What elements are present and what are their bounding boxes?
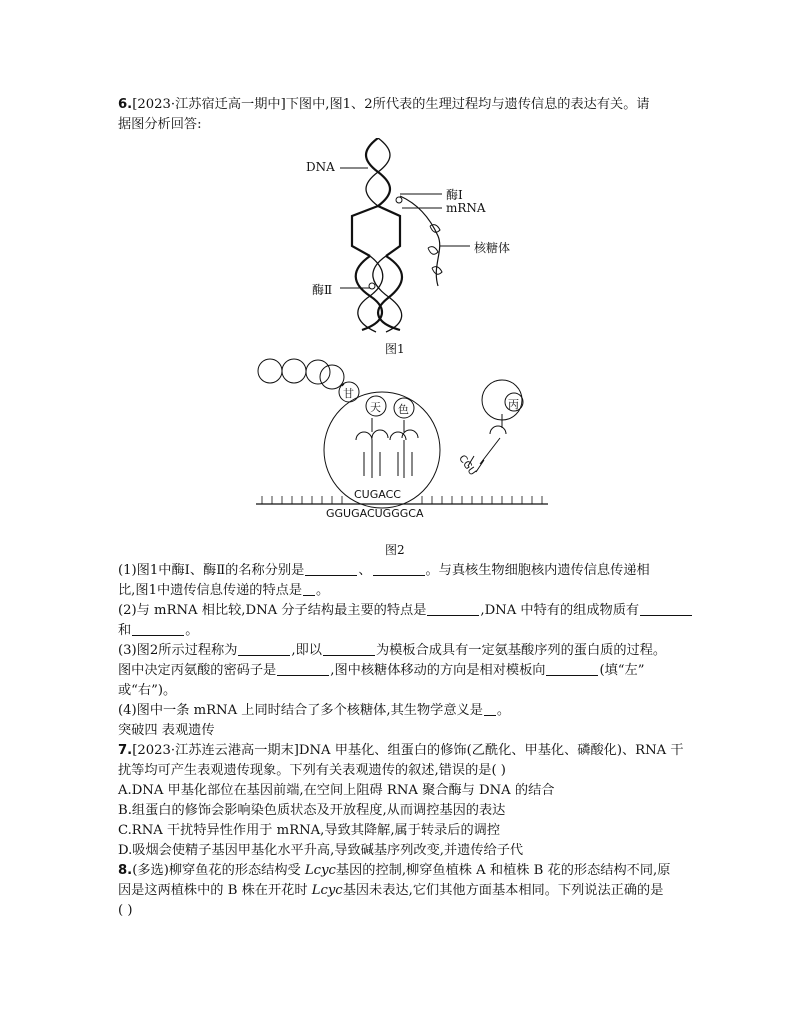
fig1-label-ribosome: 核糖体	[474, 241, 511, 255]
fig2-aa-trp: 色	[398, 403, 409, 416]
q6-line2: 据图分析回答:	[118, 117, 202, 132]
figure-2	[252, 352, 552, 528]
q7-option-c[interactable]: C.RNA 干扰特异性作用于 mRNA,导致其降解,属于转录后的调控	[118, 823, 501, 838]
q7-option-a[interactable]: A.DNA 甲基化部位在基因前端,在空间上阻碍 RNA 聚合酶与 DNA 的结合	[118, 783, 555, 798]
answer-blank[interactable]	[305, 562, 357, 576]
answer-blank[interactable]	[323, 642, 375, 656]
q6-part4: (4)图中一条 mRNA 上同时结合了多个核糖体,其生物学意义是 。	[118, 703, 511, 718]
q6-part3-line1: (3)图2所示过程称为 ,即以 为模板合成具有一定氨基酸序列的蛋白质的过程。	[118, 643, 667, 658]
q7-option-d[interactable]: D.吸烟会使精子基因甲基化水平升高,导致碱基序列改变,并遗传给子代	[118, 843, 524, 858]
fig1-label-dna: DNA	[306, 160, 335, 174]
answer-blank[interactable]	[373, 562, 425, 576]
fig1-label-enzyme2: 酶Ⅱ	[312, 283, 333, 297]
q7-option-b[interactable]: B.组蛋白的修饰会影响染色质状态及开放程度,从而调控基因的表达	[118, 803, 506, 818]
answer-blank[interactable]	[277, 662, 329, 676]
fig2-mrna-sequence: GGUGACUGGGCA	[326, 507, 424, 520]
answer-blank[interactable]	[484, 702, 496, 716]
answer-blank[interactable]	[238, 642, 290, 656]
q6-part3-line2: 图中决定丙氨酸的密码子是 ,图中核糖体移动的方向是相对模板向 (填“左”	[118, 663, 645, 678]
q6-part2-line1: (2)与 mRNA 相比较,DNA 分子结构最主要的特点是 ,DNA 中特有的组成物质有	[118, 602, 693, 620]
answer-blank[interactable]	[640, 602, 692, 616]
fig2-aa-gly: 甘	[343, 387, 354, 400]
q8-stem-line3: ( )	[118, 903, 133, 918]
q6-line1	[118, 96, 650, 114]
q7-number: 7.	[118, 743, 133, 758]
answer-blank[interactable]	[132, 622, 184, 636]
fig1-caption: 图1	[385, 342, 405, 356]
q6-part1-line1: (1)图1中酶Ⅰ、酶Ⅱ的名称分别是 、 。与真核生物细胞核内遗传信息传递相	[118, 563, 650, 578]
q8-stem-line2: 因是这两植株中的 B 株在开花时 Lcyc基因未表达,它们其他方面基本相同。下列说法正确的是	[118, 883, 664, 898]
fig2-anticodons: CUGACC	[354, 488, 401, 501]
fig1-label-mrna: mRNA	[446, 201, 486, 215]
fig2-caption: 图2	[385, 543, 405, 557]
q6-part2-line2: 和 。	[118, 623, 199, 638]
q7-stem-line1: 7.[2023·江苏连云港高一期末]DNA 甲基化、组蛋白的修饰(乙酰化、甲基化、磷酸化)、RNA 干	[118, 743, 684, 758]
q8-stem-line1: 8.(多选)柳穿鱼花的形态结构受 Lcyc基因的控制,柳穿鱼植株 A 和植株 B 花的形态结构不同,原	[118, 863, 671, 878]
answer-blank[interactable]	[546, 662, 598, 676]
section-heading: 突破四 表观遗传	[118, 723, 215, 738]
fig2-aa-ala: 丙	[508, 398, 519, 411]
q6-part1-line2: 比,图1中遗传信息传递的特点是 。	[118, 583, 330, 598]
q6-stem-1: [2023·江苏宿迁高一期中]下图中,图1、2所代表的生理过程均与遗传信息的表达有关。请	[132, 97, 650, 112]
answer-blank[interactable]	[427, 602, 479, 616]
q7-stem-line2: 扰等均可产生表观遗传现象。下列有关表观遗传的叙述,错误的是( )	[118, 763, 506, 778]
q6-number: 6.	[118, 97, 133, 112]
q6-part3-line3: 或“右”)。	[118, 683, 177, 698]
fig2-trna-anticodon: CGU	[456, 453, 478, 478]
fig2-aa-asp: 天	[370, 401, 381, 414]
fig1-label-enzyme1: 酶Ⅰ	[446, 188, 463, 202]
answer-blank[interactable]	[303, 582, 315, 596]
q8-number: 8.	[118, 863, 133, 878]
